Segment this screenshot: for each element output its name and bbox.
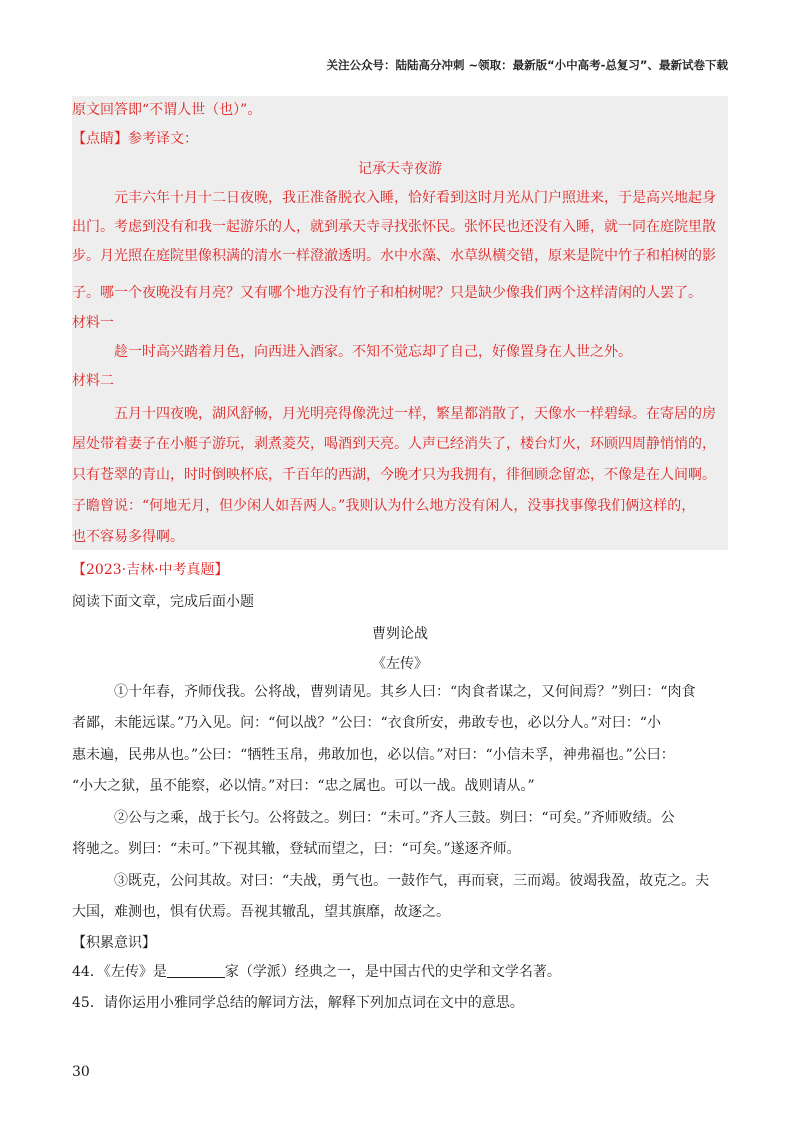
page-header: 关注公众号：陆陆高分冲刺 ~领取：最新版“小中高考-总复习”、最新试卷下载 (326, 58, 728, 72)
material2-line: 子瞻曾说：“何地无月，但少闲人如吾两人。”我则认为什么地方没有闲人，没事找事像我们俩这样的， (72, 498, 696, 514)
translation-title: 记承天寺夜游 (358, 161, 442, 177)
question-44-suffix: 家（学派）经典之一，是中国古代的史学和文学名著。 (224, 964, 561, 980)
answer-tail: 原文回答即“不谓人世（也）”。 (72, 102, 262, 118)
tip-label: 【点睛】参考译文： (72, 131, 198, 147)
passage-line: “小大之狱，虽不能察，必以情。”对曰：“忠之属也。可以一战。战则请从。” (72, 778, 535, 794)
passage-line: 者鄙，未能远谋。”乃入见。问：“何以战？”公曰：“衣食所安，弗敢专也，必以分人。”对曰：“小 (72, 715, 661, 731)
material2-line: 也不容易多得啊。 (72, 529, 184, 545)
question-44-prefix: 44．《左传》是 (72, 964, 167, 980)
passage-line: 大国，难测也，惧有伏焉。吾视其辙乱，望其旗靡，故逐之。 (72, 904, 450, 920)
material1-label: 材料一 (72, 315, 114, 331)
passage-line: ③既克，公问其故。对曰：“夫战，勇气也。一鼓作气，再而衰，三而竭。彼竭我盈，故克之。夫 (114, 873, 710, 889)
material2-line: 只有苍翠的青山，时时倒映杯底，千百年的西湖，今晚才只为我拥有，徘徊顾念留恋，不像是在人间啊。 (72, 467, 716, 483)
material2-line: 屋处带着妻子在小艇子游玩，剥煮菱芡，喝酒到天亮。人声已经消失了，楼台灯火，环顾四周静悄悄的， (72, 436, 716, 452)
instruction-text: 阅读下面文章，完成后面小题 (72, 594, 254, 610)
passage-line: ②公与之乘，战于长勺。公将鼓之。刿曰：“未可。”齐人三鼓。刿曰：“可矣。”齐师败绩。公 (114, 810, 675, 826)
translation-line: 元丰六年十月十二日夜晚，我正准备脱衣入睡，恰好看到这时月光从门户照进来，于是高兴地起身 (114, 190, 716, 206)
translation-line: 子。哪一个夜晚没有月亮？又有哪个地方没有竹子和柏树呢？只是缺少像我们两个这样清闲的人罢了。 (72, 285, 702, 301)
question-45: 45．请你运用小雅同学总结的解词方法，解释下列加点词在文中的意思。 (72, 995, 524, 1011)
passage-line: ①十年春，齐师伐我。公将战，曹刿请见。其乡人曰：“肉食者谋之，又何间焉？”刿曰：“肉食 (114, 684, 696, 700)
exam-source-label: 【2023·吉林·中考真题】 (72, 562, 229, 578)
section-label: 【积累意识】 (72, 935, 156, 951)
translation-line: 出门。考虑到没有和我一起游乐的人，就到承天寺寻找张怀民。张怀民也还没有入睡，就一同在庭院里散 (72, 219, 716, 235)
question-44 (72, 962, 561, 982)
material1-line: 趁一时高兴踏着月色，向西进入酒家。不知不觉忘却了自己，好像置身在人世之外。 (114, 344, 632, 360)
passage-line: 惠未遍，民弗从也。”公曰：“牺牲玉帛，弗敢加也，必以信。”对曰：“小信未孚，神弗福也。”公曰： (72, 747, 675, 763)
material2-line: 五月十四夜晚，湖风舒畅，月光明亮得像洗过一样，繁星都消散了，天像水一样碧绿。在寄居的房 (114, 406, 716, 422)
translation-line: 步。月光照在庭院里像积满的清水一样澄澈透明。水中水藻、水草纵横交错，原来是院中竹子和柏树的影 (72, 248, 716, 264)
answer-blank[interactable] (167, 963, 225, 978)
page-number: 30 (72, 1064, 90, 1080)
passage-line: 将驰之。刿曰：“未可。”下视其辙，登轼而望之，曰：“可矣。”遂逐齐师。 (72, 841, 521, 857)
material2-label: 材料二 (72, 373, 114, 389)
passage-title: 曹刿论战 (372, 626, 428, 642)
passage-source: 《左传》 (372, 656, 428, 672)
